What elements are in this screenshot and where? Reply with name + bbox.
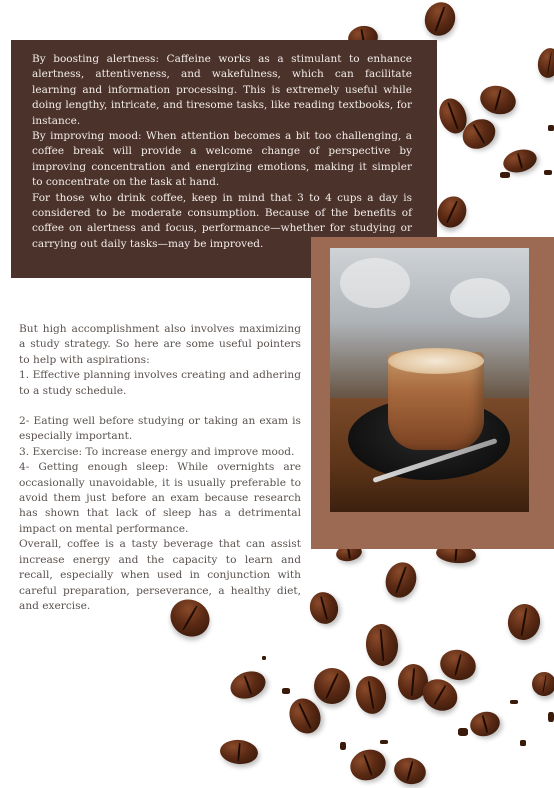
tips-intro: But high accomplishment also involves maximizing a study strategy. So here are some useful pointers to help with aspirations:	[19, 323, 301, 366]
paragraph-alertness: By boosting alertness: Caffeine works as a stimulant to enhance alertness, attentiveness, and wakefulness, which can facilitate learning and information processing. This is extremely useful while doing lengthy, intricate, and tiresome tasks, like reading textbooks, for instance.	[32, 53, 412, 127]
study-tips-text	[19, 322, 301, 614]
coffee-bean-icon	[420, 0, 460, 40]
conclusion: Overall, coffee is a tasty beverage that can assist increase energy and the capacity to learn and recall, especially when used in conjunction with careful preparation, perseverance, a healthy diet, and exercise.	[19, 538, 301, 612]
bean-fragment	[548, 125, 554, 131]
bean-fragment	[520, 740, 526, 746]
tip-exercise: 3. Exercise: To increase energy and improve mood.	[19, 445, 295, 458]
coffee-bean-icon	[227, 667, 270, 704]
coffee-bean-icon	[308, 662, 356, 710]
coffee-bean-icon	[477, 82, 519, 118]
coffee-cup-photo	[330, 248, 529, 512]
bean-fragment	[380, 740, 388, 744]
tip-eating: 2- Eating well before studying or taking an exam is especially important.	[19, 415, 301, 443]
coffee-bean-icon	[505, 601, 543, 642]
paragraph-consumption: For those who drink coffee, keep in mind that 3 to 4 cups a day is considered to be moderate consumption. Because of the benefits of coffee on alertness and focus, performance—whether for studying or carrying out daily tasks—may be improved.	[32, 191, 412, 250]
bean-fragment	[548, 712, 554, 722]
coffee-bean-icon	[530, 670, 554, 698]
dark-panel-text	[32, 52, 412, 252]
coffee-bean-icon	[306, 589, 341, 627]
coffee-bean-icon	[467, 709, 502, 740]
coffee-bean-icon	[346, 745, 390, 786]
coffee-bean-icon	[433, 192, 472, 233]
paragraph-mood: By improving mood: When attention becomes a bit too challenging, a coffee break will provide a welcome change of perspective by improving concentration and energizing emotions, making it simpler to concentrate on the task at hand.	[32, 130, 412, 189]
bean-fragment	[282, 688, 290, 694]
coffee-bean-icon	[364, 623, 400, 668]
tip-sleep: 4- Getting enough sleep: While overnights are occasionally unavoidable, it is usually preferable to avoid them just before an exam because research has shown that lack of sleep has a detrimental impact on mental performance.	[19, 461, 301, 535]
bean-fragment	[510, 700, 518, 704]
coffee-bean-icon	[219, 738, 259, 765]
coffee-bean-icon	[353, 674, 389, 717]
bean-fragment	[544, 170, 552, 175]
bean-fragment	[458, 728, 468, 736]
coffee-bean-icon	[437, 646, 480, 684]
bean-fragment	[262, 656, 266, 660]
tip-planning: 1. Effective planning involves creating and adhering to a study schedule.	[19, 369, 301, 397]
bean-fragment	[340, 742, 346, 750]
bean-fragment	[500, 172, 510, 178]
coffee-bean-icon	[381, 558, 422, 602]
coffee-bean-icon	[536, 46, 554, 79]
